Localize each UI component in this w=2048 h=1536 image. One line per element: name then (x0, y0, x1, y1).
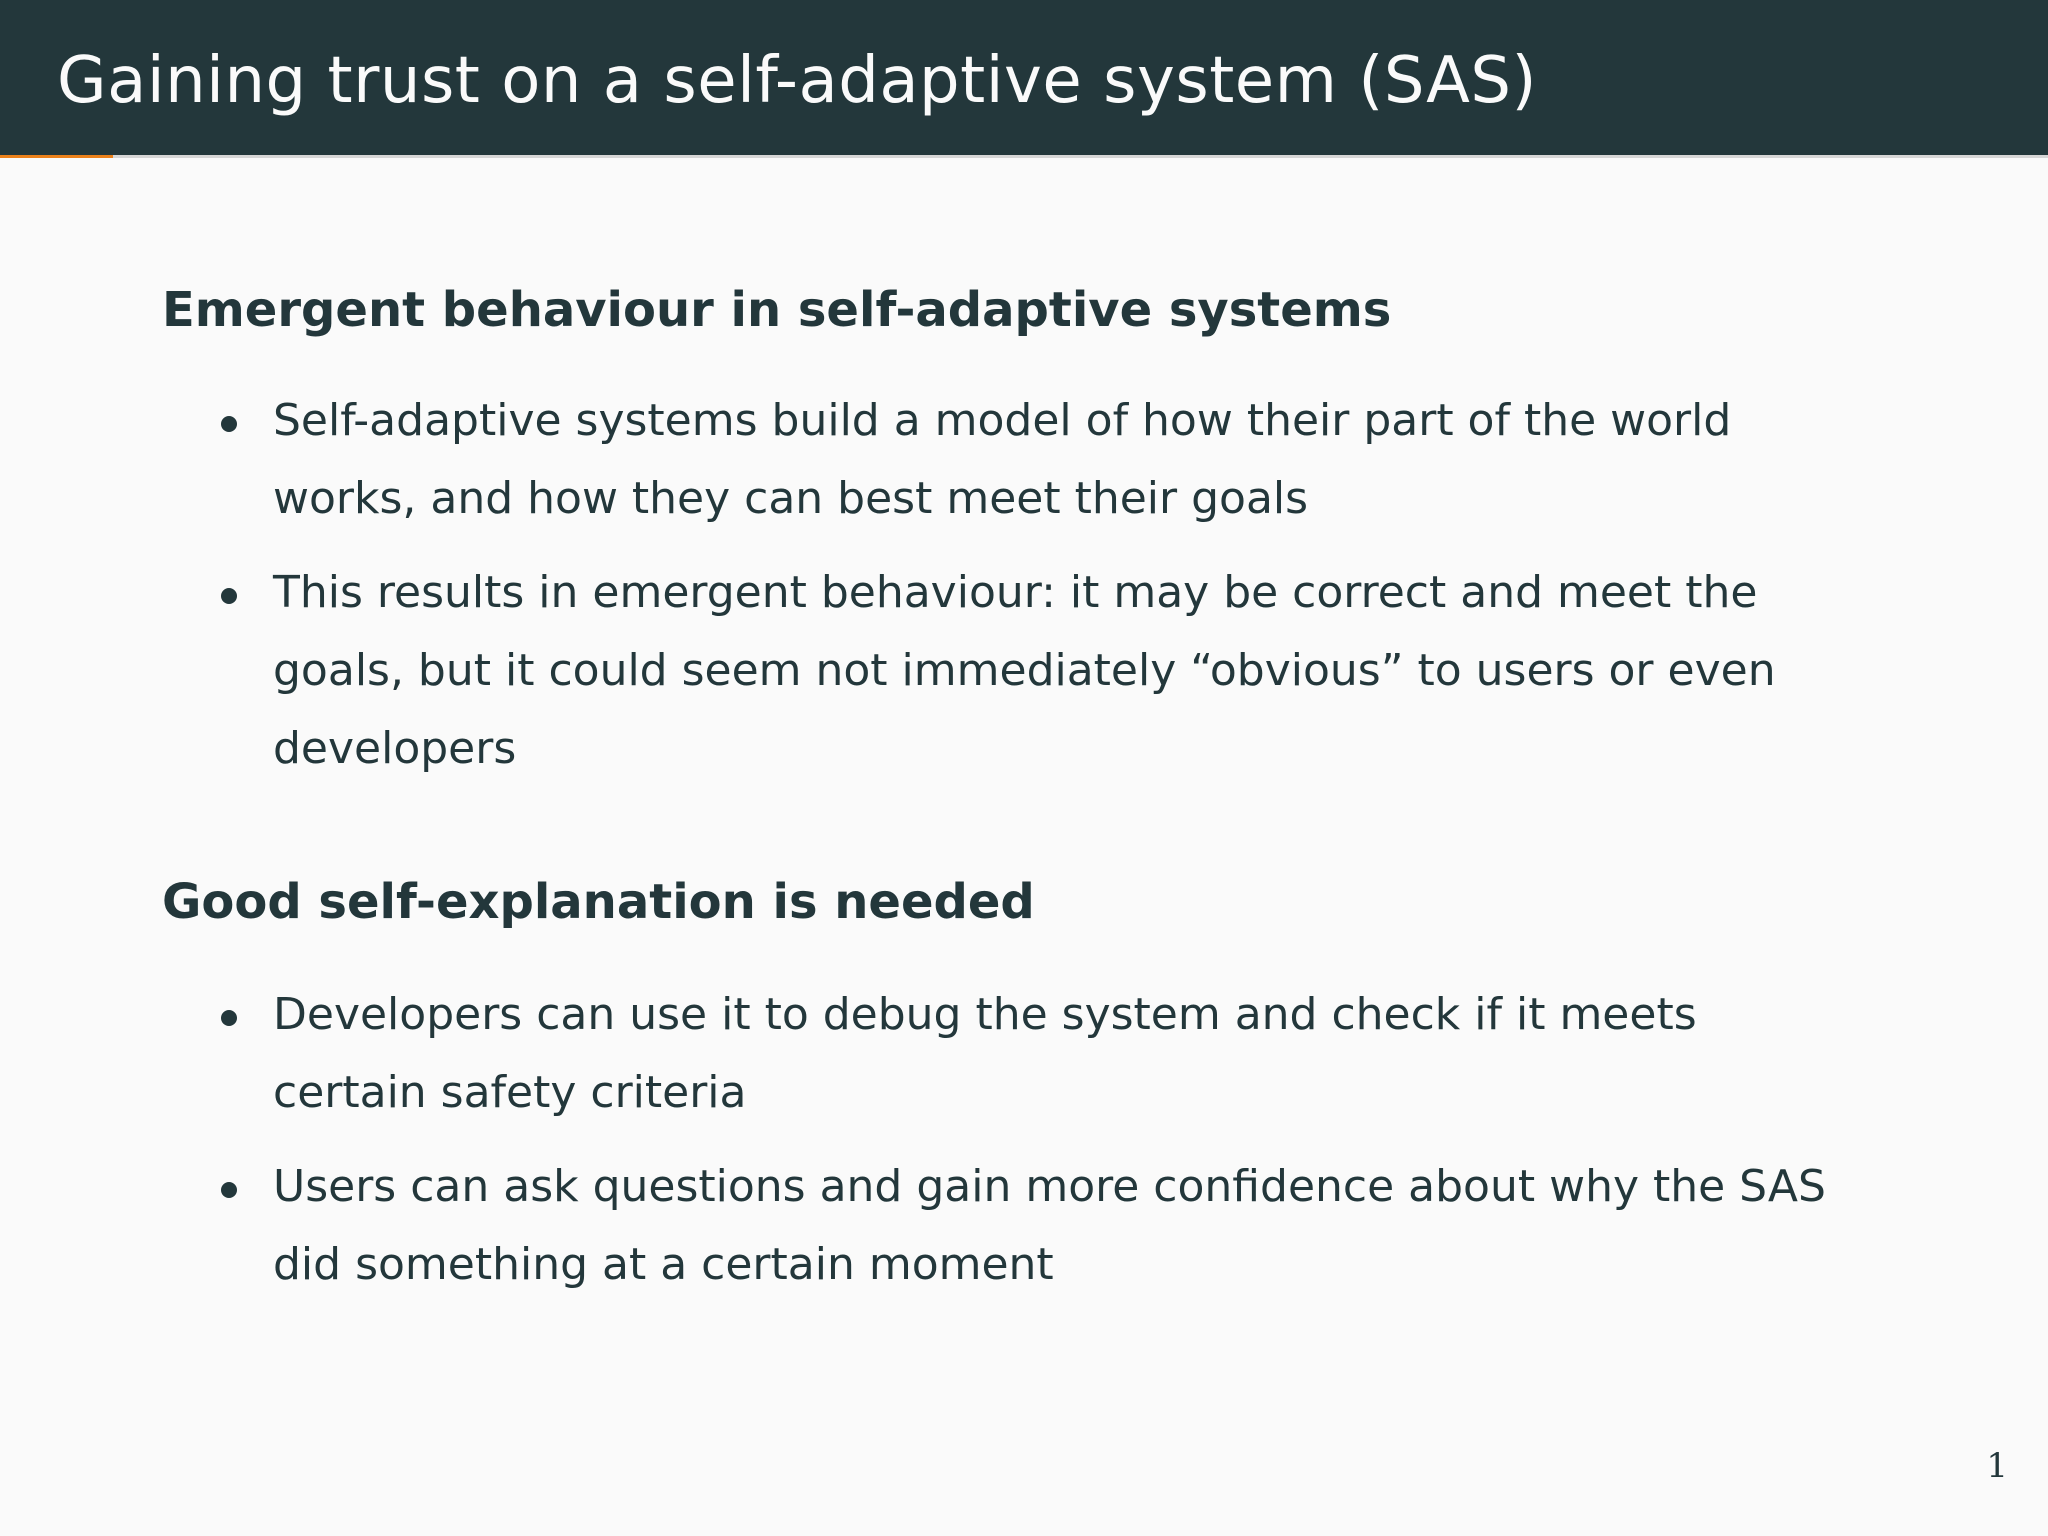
bullet-icon (221, 416, 237, 432)
bullet-icon (221, 1010, 237, 1026)
bullet-icon (221, 588, 237, 604)
page-number: 1 (1986, 1446, 2008, 1486)
section-heading-self-explanation: Good self-explanation is needed (162, 874, 1035, 930)
progress-bar-fill (0, 155, 113, 158)
bullet-list-self-explanation (215, 976, 1835, 1320)
slide-title: Gaining trust on a self-adaptive system (SAS) (57, 44, 1537, 118)
list-item (215, 554, 1875, 788)
section-heading-emergent-behaviour: Emergent behaviour in self-adaptive systems (162, 282, 1392, 338)
bullet-text: Self-adaptive systems build a model of how their part of the world works, and how they can best meet their goals (273, 395, 1732, 524)
list-item (215, 382, 1875, 538)
progress-bar (0, 155, 2048, 158)
bullet-text: Users can ask questions and gain more confidence about why the SAS did something at a certain moment (273, 1161, 1826, 1290)
bullet-text: Developers can use it to debug the system and check if it meets certain safety criteria (273, 989, 1697, 1118)
list-item (215, 1148, 1835, 1304)
bullet-text: This results in emergent behaviour: it may be correct and meet the goals, but it could seem not immediately “obvious” to users or even developers (273, 567, 1776, 774)
title-bar (0, 0, 2048, 156)
bullet-list-emergent-behaviour (215, 382, 1875, 804)
bullet-icon (221, 1182, 237, 1198)
list-item (215, 976, 1835, 1132)
